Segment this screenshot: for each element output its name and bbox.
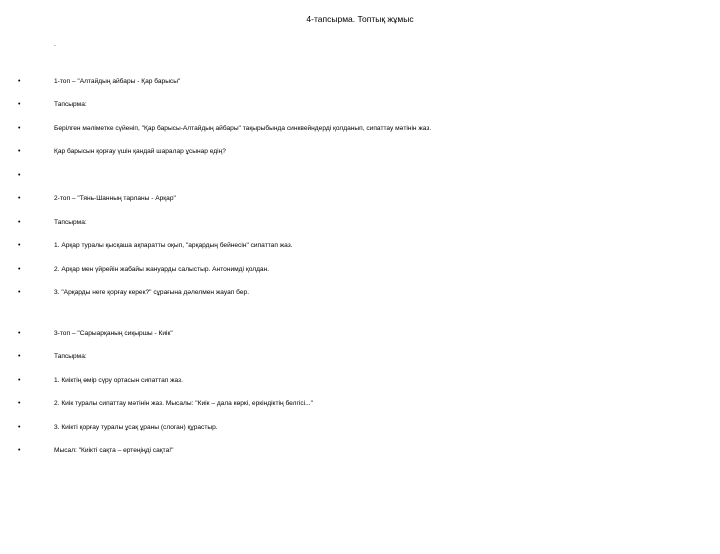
list-item xyxy=(18,75,698,88)
bullet-icon: • xyxy=(18,218,21,226)
list-item xyxy=(18,216,698,229)
list-item xyxy=(18,350,698,363)
list-item xyxy=(18,38,698,51)
list-item xyxy=(18,286,698,299)
bullet-icon: • xyxy=(18,171,21,179)
list-item xyxy=(18,263,698,276)
list-item-text: . xyxy=(54,41,56,49)
bullet-icon: • xyxy=(18,289,21,297)
bullet-icon: • xyxy=(18,195,21,203)
bullet-icon: • xyxy=(18,265,21,273)
list-item xyxy=(18,98,698,111)
bullet-icon: • xyxy=(18,148,21,156)
list-item xyxy=(18,421,698,434)
list-item-text: 2. Арқар мен үйрейін жабайы жануарды салыстыр. Антонимді қолдан. xyxy=(54,265,270,273)
list-item-text: 1-топ – "Алтайдың айбары - Қар барысы" xyxy=(54,77,181,85)
list-item-text: 2-топ – "Тянь-Шанның тарланы - Арқар" xyxy=(54,195,176,203)
bullet-icon: • xyxy=(18,353,21,361)
list-item xyxy=(18,327,698,340)
spacer xyxy=(18,62,698,75)
bullet-icon: • xyxy=(18,124,21,132)
list-item xyxy=(18,444,698,457)
list-item xyxy=(18,169,698,182)
bullet-icon: • xyxy=(18,77,21,85)
bullet-icon: • xyxy=(18,329,21,337)
list-item-text: Тапсырма: xyxy=(54,218,87,226)
list-item-text: 3. Киікті қорғау туралы ұсақ ұраны (слоган) құрастыр. xyxy=(54,423,218,431)
list-item-text: Қар барысын қорғау үшін қандай шаралар ұсынар едің? xyxy=(54,148,226,156)
bullet-icon: • xyxy=(18,376,21,384)
list-item xyxy=(18,239,698,252)
list-item xyxy=(18,374,698,387)
list-item-text: 3-топ – "Сарыарқаның сиқыршы - Киік" xyxy=(54,329,173,337)
list-item-text: 1. Арқар туралы қысқаша ақпаратты оқып, "арқардың бейнесін" сипаттап жаз. xyxy=(54,242,293,250)
list-item xyxy=(18,192,698,205)
list-item-text: Берілген мәліметке сүйеніп, "Қар барысы-Алтайдың айбары" тақырыбында синквейндерді қолданып, сипаттау мәтінін жаз. xyxy=(54,124,432,132)
list-item xyxy=(18,122,698,135)
content-list xyxy=(0,38,720,457)
bullet-icon: • xyxy=(18,101,21,109)
bullet-icon: • xyxy=(18,242,21,250)
list-item-text: 1. Киіктің өмір сүру ортасын сипаттап жаз. xyxy=(54,376,183,384)
bullet-icon: • xyxy=(18,447,21,455)
list-item xyxy=(18,397,698,410)
bullet-icon: • xyxy=(18,400,21,408)
list-item xyxy=(18,145,698,158)
list-item-text: 3. "Арқарды неге қорғау керек?" сұрағына дәлелмен жауап бер. xyxy=(54,289,250,297)
spacer xyxy=(18,310,698,327)
list-item-text: 2. Киік туралы сипаттау мәтінін жаз. Мысалы: "Киік – дала көркі, еркіндіктің белгісі..." xyxy=(54,400,313,408)
slide-page xyxy=(0,14,720,554)
list-item-text: Тапсырма: xyxy=(54,101,87,109)
bullet-icon: • xyxy=(18,423,21,431)
page-title: 4-тапсырма. Топтық жұмыс xyxy=(306,14,414,24)
list-item-text: Мысал: "Киікті сақта – ертеңіңді сақта!" xyxy=(54,447,174,455)
list-item-text: Тапсырма: xyxy=(54,353,87,361)
